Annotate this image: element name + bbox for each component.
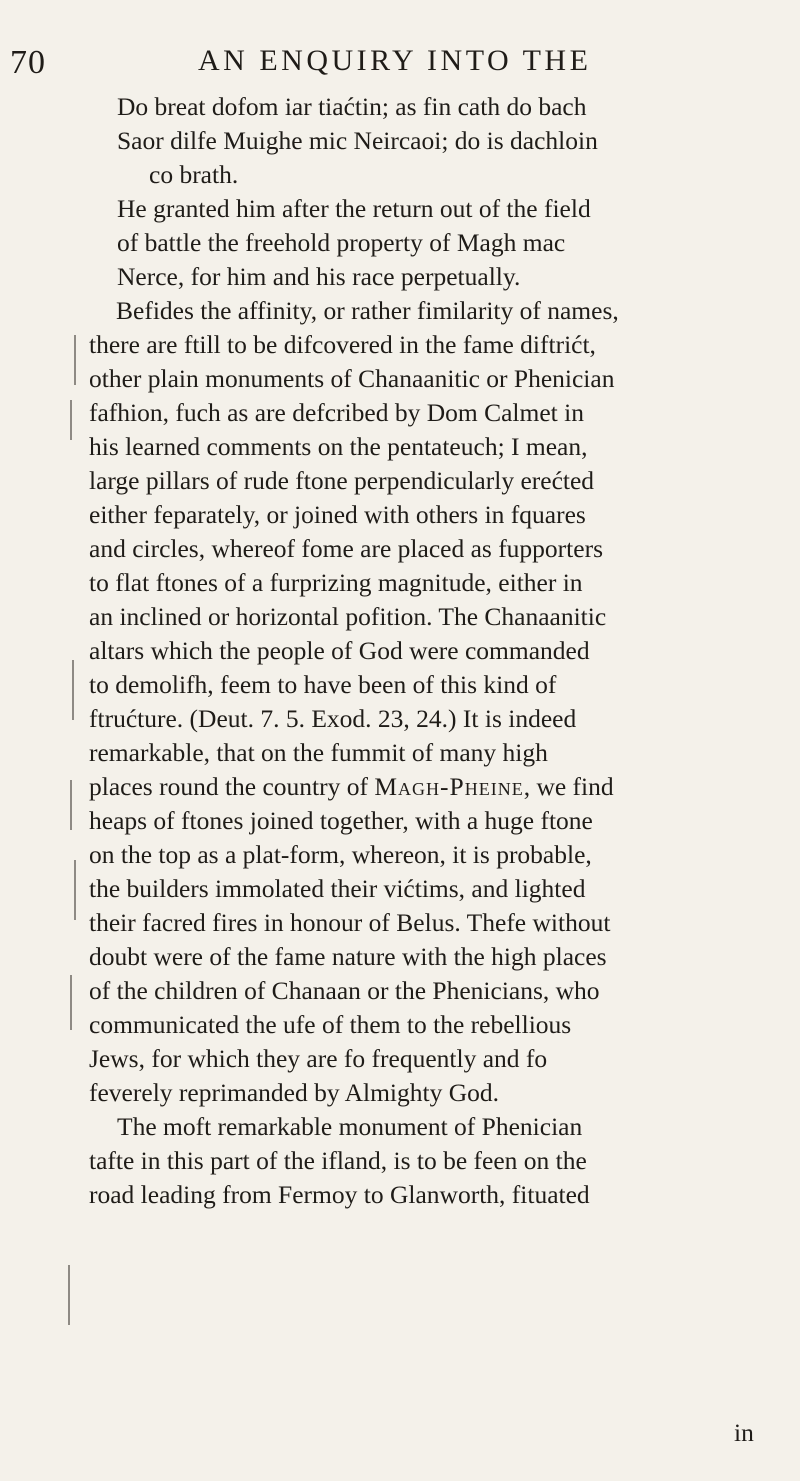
running-head: AN ENQUIRY INTO THE (198, 44, 592, 77)
text-line: feverely reprimanded by Almighty God. (89, 1078, 500, 1107)
text-line: his learned comments on the pentateuch; I mean, (89, 432, 588, 461)
text-line: tafte in this part of the ifland, is to be feen on the (89, 1146, 587, 1175)
place-name-smallcaps: Magh-Pheine (374, 772, 524, 801)
text-line: Nerce, for him and his race perpetually. (117, 262, 521, 291)
margin-mark (70, 780, 72, 830)
margin-mark (72, 660, 74, 720)
text-line: doubt were of the fame nature with the high places (89, 942, 607, 971)
catchword: in (734, 1418, 754, 1447)
page-number: 70 (10, 44, 46, 81)
text-line: either feparately, or joined with others in fquares (89, 500, 586, 529)
text-line: Saor dilfe Muighe mic Neircaoi; do is dachloin (117, 126, 598, 155)
text-line: other plain monuments of Chanaanitic or Phenician (89, 364, 615, 393)
text-line: remarkable, that on the fummit of many high (89, 738, 548, 767)
margin-mark (74, 860, 76, 920)
text-line: Do breat dofom iar tiaćtin; as fin cath do bach (117, 92, 587, 121)
text-line (89, 770, 614, 804)
text-line: there are ftill to be difcovered in the fame diftrićt, (89, 330, 596, 359)
text-line: Befides the affinity, or rather fimilarity of names, (116, 296, 619, 325)
text-line: He granted him after the return out of the field (117, 194, 591, 223)
page-header (0, 44, 800, 86)
text-line: an inclined or horizontal pofition. The Chanaanitic (89, 602, 607, 631)
text-line: fafhion, fuch as are defcribed by Dom Calmet in (89, 398, 584, 427)
margin-mark (70, 400, 72, 440)
text-segment: , we find (523, 772, 614, 801)
text-line: co brath. (149, 160, 239, 189)
text-line: road leading from Fermoy to Glanworth, fituated (89, 1180, 590, 1209)
text-line: their facred fires in honour of Belus. Thefe without (89, 908, 611, 937)
margin-mark (68, 1265, 70, 1325)
text-line: to demolifh, feem to have been of this kind of (89, 670, 557, 699)
text-line: heaps of ftones joined together, with a huge ftone (89, 806, 593, 835)
text-line: The moft remarkable monument of Phenician (117, 1112, 583, 1141)
text-line: ftrućture. (Deut. 7. 5. Exod. 23, 24.) It is indeed (89, 704, 577, 733)
text-line: communicated the ufe of them to the rebellious (89, 1010, 572, 1039)
text-line: to flat ftones of a furprizing magnitude, either in (89, 568, 583, 597)
text-line: altars which the people of God were commanded (89, 636, 590, 665)
text-line: Jews, for which they are fo frequently and fo (89, 1044, 548, 1073)
text-line: and circles, whereof fome are placed as fupporters (89, 534, 603, 563)
margin-mark (74, 335, 76, 385)
text-line: of battle the freehold property of Magh mac (117, 228, 566, 257)
margin-mark (70, 975, 72, 1030)
text-segment: places round the country of (89, 772, 375, 801)
text-line: on the top as a plat-form, whereon, it is probable, (89, 840, 592, 869)
text-line: large pillars of rude ftone perpendicularly erećted (89, 466, 595, 495)
text-line: the builders immolated their vićtims, and lighted (89, 874, 586, 903)
text-line: of the children of Chanaan or the Phenicians, who (89, 976, 600, 1005)
